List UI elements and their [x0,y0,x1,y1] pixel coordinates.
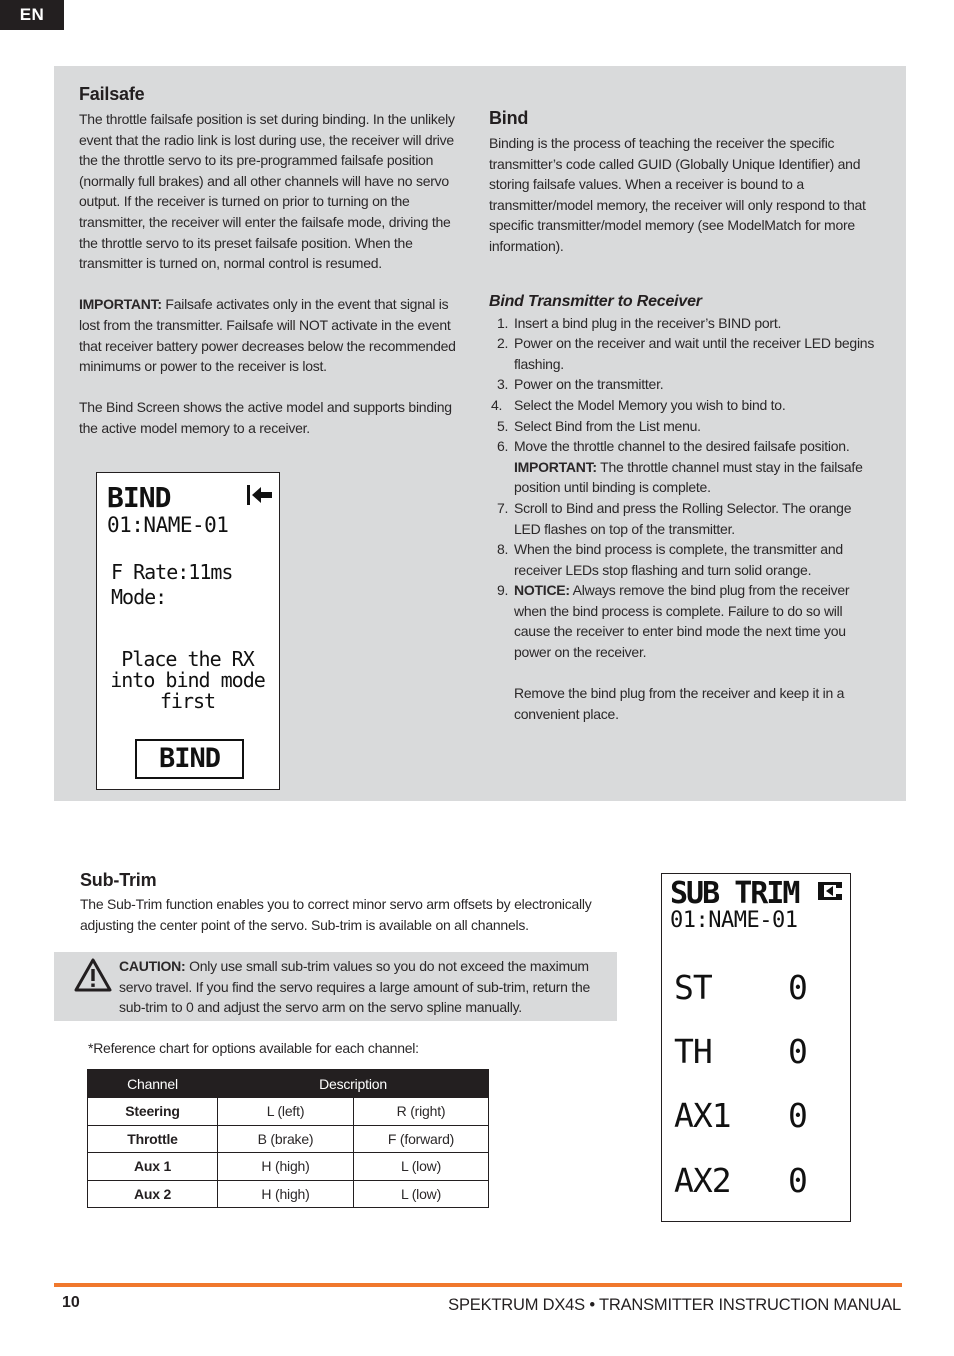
caution-text: CAUTION: Only use small sub-trim values so you do not exceed the maximum servo travel. If you find the servo requires a large amount of sub-trim, return the sub-trim to 0 and adjust the servo arm on the servo spline manually. [119,958,591,1016]
bind-paragraph: Binding is the process of teaching the receiver the specific transmitter’s code called GUID (Globally Unique Identifier) and storing failsafe values. When a receiver is bound to a transmitter/model memory, the receiver will only respond to that specific transmitter/model memory (see ModelMatch for more information). [489,135,866,254]
bind-screen-button: BIND [135,739,244,779]
bind-heading: Bind [489,108,529,128]
column-header: Channel [88,1070,218,1098]
channel-value: 0 [788,968,808,1007]
list-item: 8. When the bind process is complete, the transmitter and receiver LEDs stop flashing and turn solid orange. [497,541,843,578]
footer-divider [54,1283,902,1287]
important-text: Failsafe activates only in the event that signal is lost from the transmitter. Failsafe will NOT activate in the event that receiver battery power decreases below the recommended minimums or power to the receiver is lost. [79,296,456,375]
bind-section [489,108,881,724]
table-row: Aux 1 H (high) L (low) [88,1153,489,1181]
subtrim-section [80,870,620,935]
table-row: Steering L (left) R (right) [88,1098,489,1126]
footer-title: SPEKTRUM DX4S • TRANSMITTER INSTRUCTION MANUAL [448,1296,901,1314]
failsafe-heading: Failsafe [79,84,145,104]
list-item: 6. Move the throttle channel to the desired failsafe position. IMPORTANT: The throttle channel must stay in the failsafe position until binding is complete. [497,438,863,496]
caution-box [54,952,617,1021]
reference-note: *Reference chart for options available for each channel: [88,1040,419,1056]
bind-screen-mode: Mode: [111,585,167,609]
subtrim-screen-title: SUB TRIM [670,876,799,911]
channel-value: 0 [788,1032,808,1071]
list-item: 5. Select Bind from the List menu. [497,417,701,434]
failsafe-important [79,294,469,376]
page-number: 10 [62,1294,80,1311]
bind-screen [96,472,280,790]
column-header: Description [218,1070,489,1098]
language-tab: EN [0,0,64,30]
bind-screen-frame-rate: F Rate:11ms [111,560,233,584]
bind-screen-message: Place the RX into bind mode first [110,647,265,713]
subtrim-heading: Sub-Trim [80,870,157,890]
failsafe-paragraph: The throttle failsafe position is set during binding. In the unlikely event that the radio link is lost during use, the receiver will drive the the throttle servo to its pre-programmed failsafe position (normally full brakes) and all other channels will have no servo output. If the receiver is turned on prior to turning on the transmitter, the receiver will enter the failsafe mode, driving the the throttle servo to its preset failsafe position. When the transmitter is turned on, normal control is resumed. [79,111,455,272]
notice-label: NOTICE: [514,582,570,599]
important-label: IMPORTANT: [514,458,597,475]
channel-name: AX1 [674,1096,731,1135]
bind-screen-model-name: 01:NAME-01 [107,513,229,537]
table-row: Throttle B (brake) F (forward) [88,1125,489,1153]
channel-table [87,1069,489,1208]
bind-steps [489,313,881,725]
channel-name: AX2 [674,1161,731,1200]
back-icon [816,880,844,902]
back-arrow-icon [247,485,273,505]
warning-icon [74,958,112,992]
list-item: 1. Insert a bind plug in the receiver’s BIND port. [497,314,782,331]
list-item: 3. Power on the transmitter. [497,376,664,393]
list-item: 7. Scroll to Bind and press the Rolling Selector. The orange LED flashes on top of the transmitter. [497,499,852,537]
important-label: IMPORTANT: [79,296,162,313]
channel-name: TH [674,1032,712,1071]
list-item: 2. Power on the receiver and wait until the receiver LED begins flashing. [497,335,875,372]
subtrim-screen [661,873,851,1222]
bind-subheading: Bind Transmitter to Receiver [489,292,702,310]
caution-label: CAUTION: [119,958,186,974]
channel-value: 0 [788,1096,808,1135]
table-row: Aux 2 H (high) L (low) [88,1180,489,1208]
list-item: 9. NOTICE: Always remove the bind plug from the receiver when the bind process is complete. Failure to do so will cause the receiver to enter bind mode the next time you power on the receiver. Remove the bind plug from the receiver and keep it in a convenient place. [497,582,850,722]
list-item: 4. Select the Model Memory you wish to bind to. [491,396,786,413]
bind-screen-note: The Bind Screen shows the active model and supports binding the active model memory to a receiver. [79,399,452,436]
failsafe-section [79,84,469,439]
channel-value: 0 [788,1161,808,1200]
channel-name: ST [674,968,712,1007]
bind-screen-title: BIND [107,481,171,514]
subtrim-paragraph: The Sub-Trim function enables you to correct minor servo arm offsets by electronically adjusting the center point of the servo. Sub-trim is available on all channels. [80,896,592,933]
subtrim-screen-model-name: 01:NAME-01 [670,908,798,933]
